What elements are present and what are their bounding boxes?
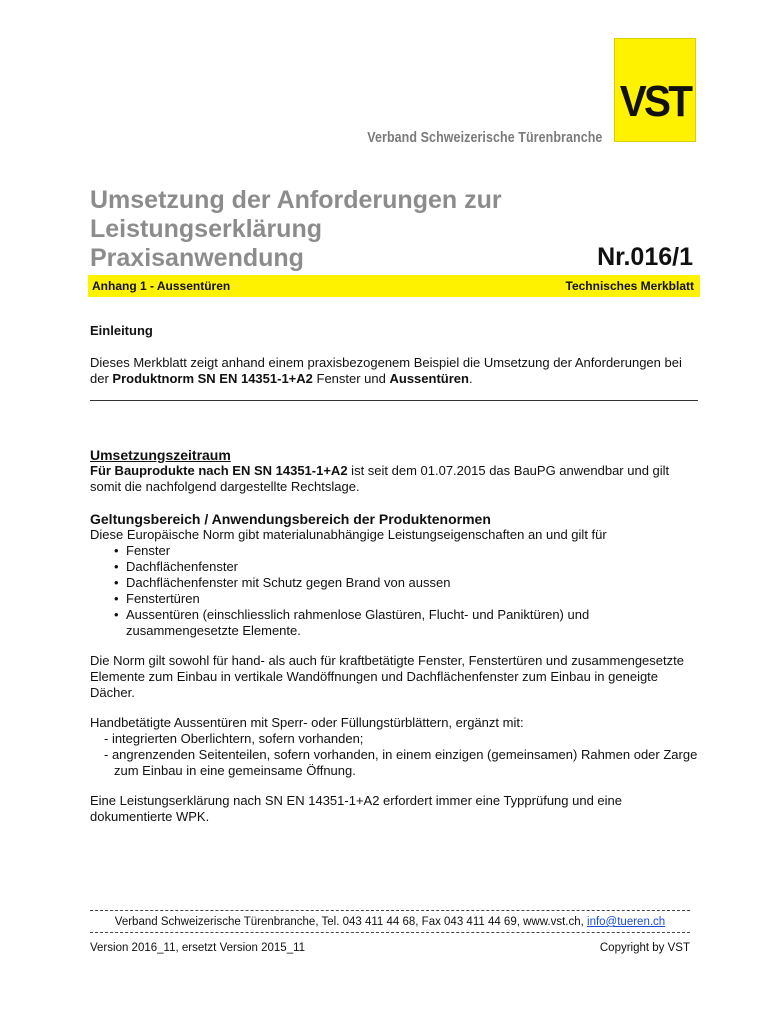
dash-list bbox=[90, 731, 702, 779]
document-number: Nr.016/1 bbox=[597, 243, 693, 271]
email-link[interactable]: info@tueren.ch bbox=[587, 916, 666, 928]
document-title bbox=[90, 186, 590, 273]
vst-logo bbox=[614, 38, 696, 142]
intro-heading: Einleitung bbox=[90, 323, 153, 338]
version-text: Version 2016_11, ersetzt Version 2015_11 bbox=[90, 942, 306, 954]
period-text: ist seit dem 01.07.2015 das BauPG anwendbar und gilt somit die nachfolgend dargestellte Rechtslage. bbox=[90, 463, 670, 494]
list-item: • Fenstertüren bbox=[114, 591, 200, 606]
footer-contact bbox=[90, 911, 690, 932]
divider bbox=[90, 400, 698, 401]
list-item: - angrenzenden Seitenteilen, sofern vorhanden, in einem einzigen (gemeinsamen) Rahmen oder Zarge zum Einbau in eine gemeinsame Öffnung. bbox=[104, 747, 698, 778]
contact-text: Verband Schweizerische Türenbranche, Tel. 043 411 44 68, Fax 043 411 44 69, www.vst.ch, bbox=[114, 916, 588, 928]
logo-text: VST bbox=[619, 77, 691, 126]
footer-rule-bottom bbox=[90, 932, 690, 933]
intro-text-3: . bbox=[468, 371, 473, 386]
intro-text-1: Dieses Merkblatt zeigt anhand einem praxisbezogenem Beispiel die Umsetzung der Anforderungen bei der bbox=[90, 355, 682, 386]
copyright-text: Copyright by VST bbox=[599, 942, 690, 954]
list-item: • Dachflächenfenster mit Schutz gegen Brand von aussen bbox=[114, 575, 451, 590]
annex-label: Anhang 1 - Aussentüren bbox=[92, 279, 231, 293]
intro-text-2: Fenster und bbox=[312, 371, 390, 386]
intro-bold-doors: Aussentüren bbox=[389, 371, 469, 386]
scope-list bbox=[90, 543, 702, 639]
intro-paragraph bbox=[90, 355, 702, 387]
title-line-3: Praxisanwendung bbox=[90, 244, 304, 272]
title-line-1: Umsetzung der Anforderungen zur bbox=[90, 186, 502, 214]
list-item: • Dachflächenfenster bbox=[114, 559, 239, 574]
list-item: • Fenster bbox=[114, 543, 171, 558]
list-item: • Aussentüren (einschliesslich rahmenlose Glastüren, Flucht- und Paniktüren) und zusammengesetzte Elemente. bbox=[114, 607, 590, 638]
title-line-2: Leistungserklärung bbox=[90, 215, 322, 243]
scope-lead: Diese Europäische Norm gibt materialunabhängige Leistungseigenschaften an und gilt für bbox=[90, 527, 607, 542]
intro-bold-standard: Produktnorm SN EN 14351-1+A2 bbox=[112, 371, 313, 386]
sheet-type: Technisches Merkblatt bbox=[565, 279, 694, 293]
organization-name: Verband Schweizerische Türenbranche bbox=[366, 130, 602, 146]
scope-paragraph-3: Handbetätigte Aussentüren mit Sperr- oder Füllungstürblättern, ergänzt mit: bbox=[90, 715, 524, 730]
scope-paragraph-2: Die Norm gilt sowohl für hand- als auch für kraftbetätigte Fenster, Fenstertüren und zusammengesetzte Elemente zum Einbau in vertikale Wandöffnungen und Dachflächenfenster zum Einbau in geneigte Dächer. bbox=[90, 653, 684, 700]
period-bold: Für Bauprodukte nach EN SN 14351-1+A2 bbox=[90, 463, 348, 478]
period-paragraph bbox=[90, 463, 702, 495]
footer bbox=[90, 910, 690, 960]
period-heading: Umsetzungszeitraum bbox=[90, 447, 231, 463]
list-item: - integrierten Oberlichtern, sofern vorhanden; bbox=[104, 731, 364, 746]
scope-heading: Geltungsbereich / Anwendungsbereich der Produktenormen bbox=[90, 511, 491, 527]
annex-bar bbox=[88, 275, 700, 297]
scope-paragraph-4: Eine Leistungserklärung nach SN EN 14351-1+A2 erfordert immer eine Typprüfung und eine dokumentierte WPK. bbox=[90, 793, 622, 824]
footer-bottom bbox=[90, 942, 690, 960]
document-body bbox=[90, 323, 702, 825]
